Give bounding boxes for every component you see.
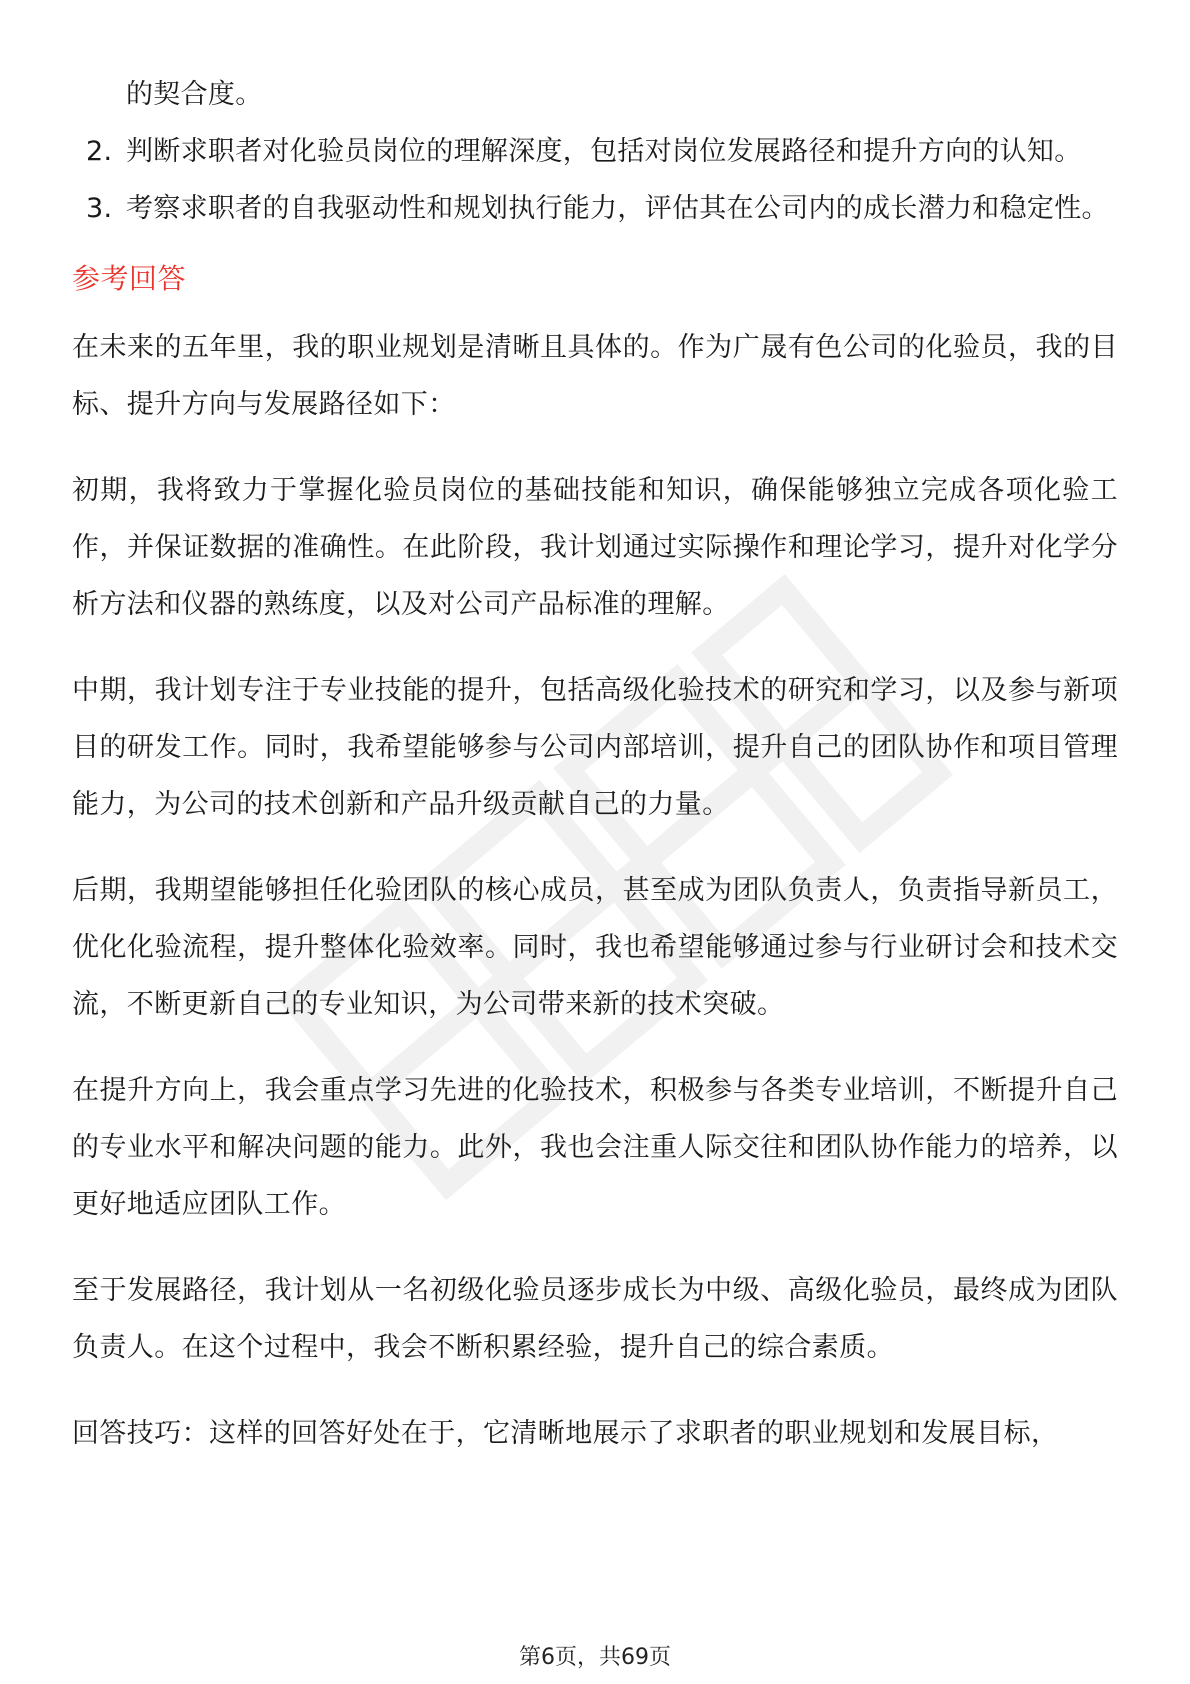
numbered-list (72, 123, 1118, 237)
list-item-number: 3. (86, 193, 113, 224)
section-heading: 参考回答 (72, 262, 187, 295)
paragraph-late-stage: 后期，我期望能够担任化验团队的核心成员，甚至成为团队负责人，负责指导新员工，优化化验流程，提升整体化验效率。同时，我也希望能够通过参与行业研讨会和技术交流，不断更新自己的专业知识，为公司带来新的技术突破。 (72, 875, 1118, 1020)
paragraph-early-stage: 初期，我将致力于掌握化验员岗位的基础技能和知识，确保能够独立完成各项化验工作，并保证数据的准确性。在此阶段，我计划通过实际操作和理论学习，提升对化学分析方法和仪器的熟练度，以及对公司产品标准的理解。 (72, 475, 1118, 620)
page-number-footer: 第6页，共69页 (519, 1645, 671, 1670)
list-item-text: 考察求职者的自我驱动性和规划执行能力，评估其在公司内的成长潜力和稳定性。 (126, 193, 1109, 224)
paragraph-mid-stage: 中期，我计划专注于专业技能的提升，包括高级化验技术的研究和学习，以及参与新项目的研发工作。同时，我希望能够参与公司内部培训，提升自己的团队协作和项目管理能力，为公司的技术创新和产品升级贡献自己的力量。 (72, 675, 1118, 820)
paragraph-improvement-direction: 在提升方向上，我会重点学习先进的化验技术，积极参与各类专业培训，不断提升自己的专业水平和解决问题的能力。此外，我也会注重人际交往和团队协作能力的培养，以更好地适应团队工作。 (72, 1075, 1118, 1220)
list-item-number: 2. (86, 136, 113, 167)
paragraph-development-path: 至于发展路径，我计划从一名初级化验员逐步成长为中级、高级化验员，最终成为团队负责人。在这个过程中，我会不断积累经验，提升自己的综合素质。 (72, 1275, 1118, 1363)
main-content (72, 66, 1118, 1491)
paragraph-answer-tips: 回答技巧：这样的回答好处在于，它清晰地展示了求职者的职业规划和发展目标， (72, 1418, 1059, 1449)
list-item (72, 123, 1118, 180)
list-item-continuation: 的契合度。 (126, 79, 263, 110)
list-item (72, 180, 1118, 237)
paragraph-intro: 在未来的五年里，我的职业规划是清晰且具体的。作为广晟有色公司的化验员，我的目标、提升方向与发展路径如下： (72, 332, 1118, 420)
list-item-text: 判断求职者对化验员岗位的理解深度，包括对岗位发展路径和提升方向的认知。 (126, 136, 1082, 167)
